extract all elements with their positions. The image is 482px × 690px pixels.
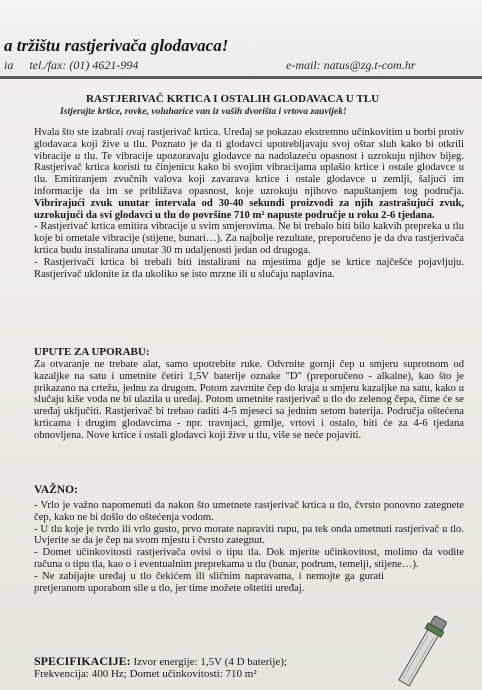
repeller-illustration (388, 610, 458, 690)
document-title: RASTJERIVAČ KRTICA I OSTALIH GLODAVACA U TLU (86, 93, 380, 105)
document-subtitle: Istjerajte krtice, rovke, voluharice van iz vaših dvorišta i vrtova zauvijek! (60, 106, 347, 117)
intro-text: Hvala što ste izabrali ovaj rastjerivač krtica. Uređaj se pokazao ekstremno učinkovitim u borbi protiv glodavaca koji žive u tlu. Poznato je da ti glodavci upotrebljavaju svoj oštar sluh kako bi otkrili vibracije u tlu. Te vibracije upozoravaju glodavce na nadolazeću opasnost i uzrokuju njihov bijeg. Rastjerivač krtica koristi tu činjenicu kako bi svojim vibracijama uplašio krtice i ostale glodavce u tlu. Emitiranjem zvučnih valova koji zavarava krtice i ostale glodavce u zemlji, šaljući im informacije da im se približava opasnost, koje uzrokuju njihovo napuštanjem tog područja. (34, 127, 464, 197)
phone-fax: tel./fax: (01) 4621-994 (29, 58, 139, 72)
email-address: e-mail: natus@zg.t-com.hr (286, 58, 416, 72)
spec-power: Izvor energije: 1,5V (4 D baterije); (133, 656, 287, 668)
list-item: - Ne zabijajte uređaj u tlo čekićem ili sličnim napravama, i nemojte ga gurati pretjeranom uporabom sile u tlo, jer time možete oštetiti uređaj. (34, 570, 384, 594)
list-item: - U tlu koje je tvrdo ili vrlo gusto, prvo morate napraviti rupu, pa tek onda umetnuti rastjerivač u tlo. Uvjerite se da je čep na svom mjestu i čvrsto zategnut. (34, 523, 464, 547)
list-item: - Rastjerivač krtica emitira vibracije u svim smjerovima. Ne bi trebalo biti bilo kakvih prepreka u tlu koje bi ometale vibracije (stijene, bunari…). Za najbolje rezultate, preporučeno je da dva rastjerivača krtica budu instalirana unutar 30 m udaljenosti jedan od drugoga. (34, 221, 464, 256)
intro-section (34, 127, 464, 280)
important-list (34, 500, 464, 594)
list-item: - Domet učinkovitosti rastjerivača ovisi o tipu tla. Dok mjerite učinkovitost, molimo da vodite računa o tipu tla, kao o i eventualnim preprekama u tlu (bunar, podrum, temelji, stijene…). (34, 547, 464, 570)
contact-prefix: ia (4, 58, 14, 72)
usage-title: UPUTE ZA UPORABU: (34, 346, 150, 358)
important-title: VAŽNO: (34, 484, 78, 496)
header-banner (0, 0, 482, 78)
banner-title: a tržištu rastjerivača glodavaca! (4, 36, 229, 55)
intro-bold-text: Vibrirajući zvuk unutar intervala od 30-40 sekundi proizvodi za njih zastrašujući zvuk, uzrokujući da svi glodavci u tlu do površine 710 m² napuste područje u roku 2-6 tjedana. (34, 197, 464, 221)
list-item: - Vrlo je važno napomenuti da nakon što umetnete rastjerivač krtica u tlo, čvrsto ponovno zategnete čep, kako ne bi došlo do oštećenja vodom. (34, 500, 464, 523)
banner-contact (4, 58, 138, 73)
header-rule (0, 76, 482, 79)
specifications-line-1 (34, 654, 287, 669)
spec-frequency-range: Frekvencija: 400 Hz; Domet učinkovitosti: 710 m² (34, 668, 257, 680)
intro-list (34, 221, 464, 280)
specifications-label: SPECIFIKACIJE: (34, 654, 131, 668)
usage-text: Za otvaranje ne trebate alat, samo upotrebite ruke. Odvrnite gornji čep u smjeru suprotnom od kazaljke na satu i umetnite četiri 1,5V baterije oznake "D" (preporučeno - alkalne), kao što je prikazano na crtežu, jednu za drugom. Potom zavrnite čep do kraja u smjeru kazaljke na satu, kako u slučaju kiše voda ne bi ulazila u uređaj. Potom umetnite rastjerivač u tlo do zelenog čepa, čime će se uređaj uključiti. Rastjerivač bi trebao raditi 4-5 mjeseci sa jednim setom baterija. Područja oštećena krticama i drugim glodavcima - npr. travnjaci, grmlje, vrtovi i ostalo, biti će za 4-6 tjedana obnovljena. Nove krtice i ostali glodavci koji žive u tlu, više se neće pojaviti. (34, 359, 464, 441)
list-item: - Rastjerivači krtica bi trebali biti instalirani na mjestima gdje se krtice najčešće pojavljuju. Rastjerivač uklonite iz tla ukoliko se isto mrzne ili u slučaju naplavina. (34, 256, 464, 280)
